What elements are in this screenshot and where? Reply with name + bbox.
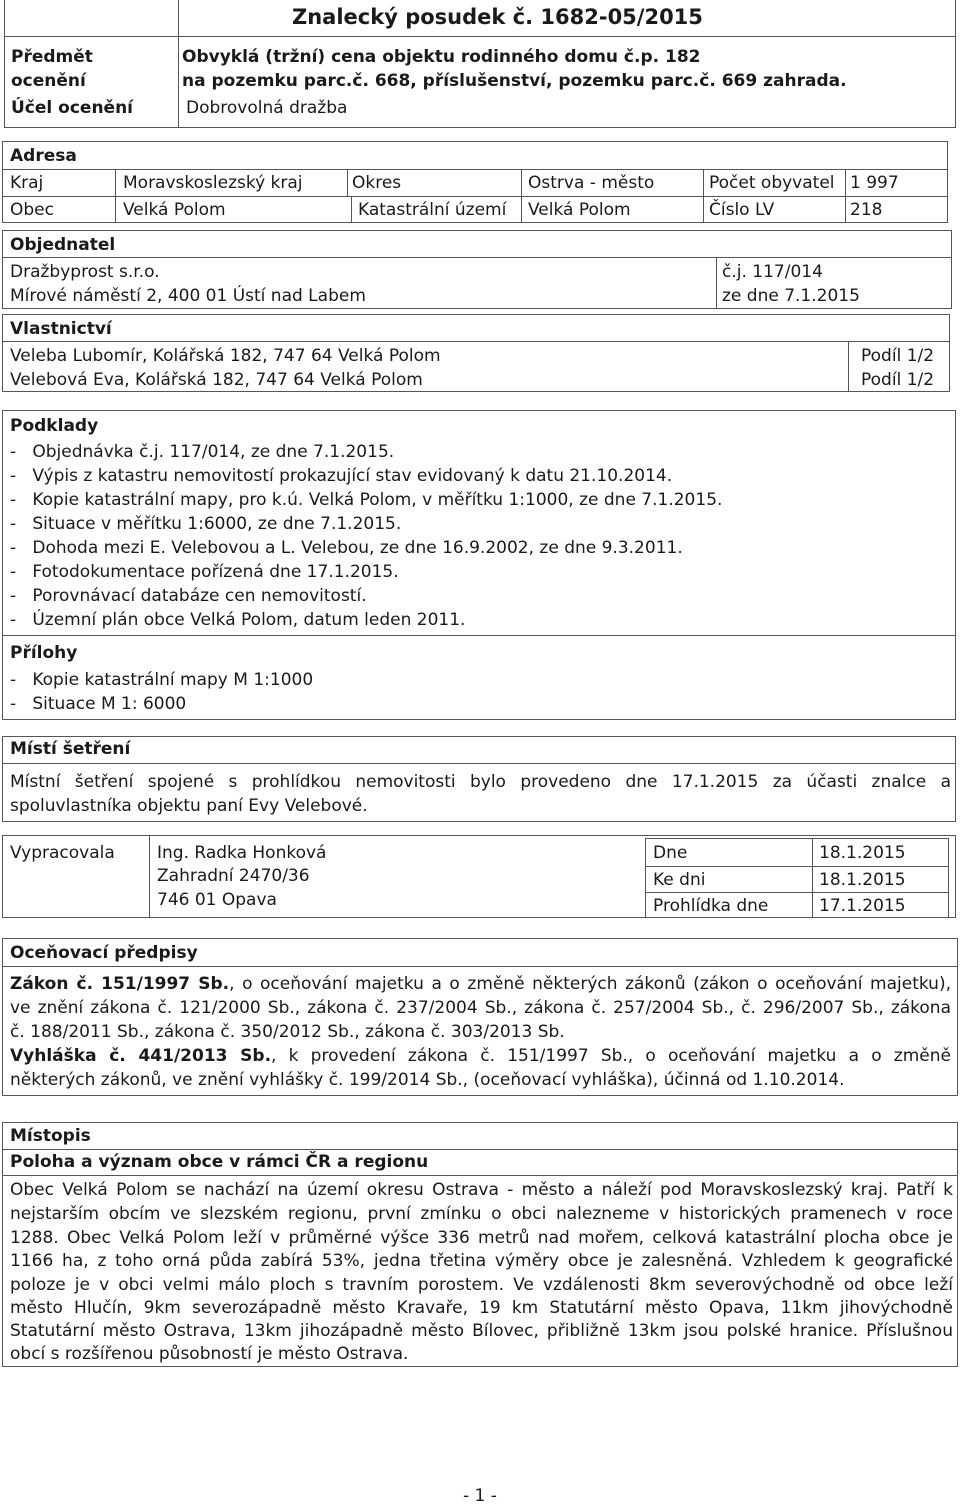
location-heading: Místopis <box>10 1126 91 1146</box>
ownership-box <box>2 314 950 392</box>
order-date: ze dne 7.1.2015 <box>722 286 860 306</box>
location-line: 1288. Obec Velká Polom leží v průměrné výšce 336 metrů nad mořem, celková katastrální plocha obce je <box>10 1228 953 1248</box>
purpose-label: Účel ocenění <box>11 98 134 118</box>
regulations-box <box>2 938 958 1096</box>
law-line-2: ve znění zákona č. 121/2000 Sb., zákona č. 237/2004 Sb., zákona č. 257/2004 Sb., č. 296/2007 Sb., zákona <box>10 998 951 1018</box>
dates-table <box>645 838 949 918</box>
source-item: - Situace v měřítku 1:6000, ze dne 7.1.2015. <box>10 514 402 534</box>
document-title: Znalecký posudek č. 1682-05/2015 <box>292 5 703 29</box>
preparer-name: Ing. Radka Honková <box>157 843 327 863</box>
pocet-label: Počet obyvatel <box>709 173 835 193</box>
source-item: - Územní plán obce Velká Polom, datum leden 2011. <box>10 610 466 630</box>
client-address: Mírové náměstí 2, 400 01 Ústí nad Labem <box>10 286 366 306</box>
inspection-heading: Místí šetření <box>10 739 131 759</box>
page-number: - 1 - <box>463 1486 497 1506</box>
location-line: Statutární město Ostrava, 13km jihozápadně město Bílovec, přibližně 13km jsou polské hranice. Příslušnou <box>10 1321 953 1341</box>
location-line: nejstarším obcím ve slezském regionu, první zmínku o obci nalezneme v historických pramenech v roce <box>10 1204 953 1224</box>
regulations-heading: Oceňovací předpisy <box>10 943 198 963</box>
source-item: - Fotodokumentace pořízená dne 17.1.2015. <box>10 562 399 582</box>
inspection-line-1: Místní šetření spojené s prohlídkou nemovitosti bylo provedeno dne 17.1.2015 za účasti znalce a <box>10 772 951 792</box>
subject-line-2: na pozemku parc.č. 668, příslušenství, pozemku parc.č. 669 zahrada. <box>182 71 847 91</box>
source-item: - Dohoda mezi E. Velebovou a L. Velebou, ze dne 16.9.2002, ze dne 9.3.2011. <box>10 538 683 558</box>
attachments-heading: Přílohy <box>10 643 78 663</box>
date-value-inspection: 17.1.2015 <box>819 896 906 916</box>
location-subheading: Poloha a význam obce v rámci ČR a regionu <box>10 1152 429 1172</box>
lv-value: 218 <box>850 200 883 220</box>
date-value-ke-dni: 18.1.2015 <box>819 870 906 890</box>
source-item: - Objednávka č.j. 117/014, ze dne 7.1.2015. <box>10 442 395 462</box>
owner-2-name: Velebová Eva, Kolářská 182, 747 64 Velká Polom <box>10 370 423 390</box>
law-line-1: Zákon č. 151/1997 Sb., o oceňování majetku a o změně některých zákonů (zákon o oceňování majetku), <box>10 974 951 994</box>
obec-value: Velká Polom <box>123 200 226 220</box>
owner-2-share: Podíl 1/2 <box>861 370 935 390</box>
decree-line-1: Vyhláška č. 441/2013 Sb., k provedení zákona č. 151/1997 Sb., o oceňování majetku a o změně <box>10 1046 951 1066</box>
kraj-label: Kraj <box>10 173 44 193</box>
address-heading: Adresa <box>10 146 77 166</box>
source-item: - Kopie katastrální mapy, pro k.ú. Velká Polom, v měřítku 1:1000, ze dne 7.1.2015. <box>10 490 723 510</box>
source-item: - Výpis z katastru nemovitostí prokazující stav evidovaný k datu 21.10.2014. <box>10 466 673 486</box>
sources-heading: Podklady <box>10 416 99 436</box>
okres-value: Ostrva - město <box>528 173 655 193</box>
location-line: město Hlučín, 9km severozápadně město Kravaře, 19 km Statutární město Opava, 11km jihovýchodně <box>10 1298 953 1318</box>
source-item: - Porovnávací databáze cen nemovitostí. <box>10 586 367 606</box>
subject-label-1: Předmět <box>11 47 93 67</box>
pocet-value: 1 997 <box>850 173 899 193</box>
inspection-box <box>2 736 956 822</box>
inspection-line-2: spoluvlastníka objektu paní Evy Velebové. <box>10 796 368 816</box>
obec-label: Obec <box>10 200 54 220</box>
ownership-heading: Vlastnictví <box>10 319 112 339</box>
client-heading: Objednatel <box>10 235 116 255</box>
location-line: obcí s rozšířenou působností je město Ostrava. <box>10 1344 409 1364</box>
subject-line-1: Obvyklá (tržní) cena objektu rodinného domu č.p. 182 <box>182 47 701 67</box>
location-line: poloze je v obci velmi málo ploch s travním porostem. Ve vzdálenosti 8km severovýchodně od obce leží <box>10 1275 953 1295</box>
owner-1-name: Veleba Lubomír, Kolářská 182, 747 64 Velká Polom <box>10 346 441 366</box>
owner-1-share: Podíl 1/2 <box>861 346 935 366</box>
preparer-street: Zahradní 2470/36 <box>157 866 310 886</box>
address-box <box>2 141 948 223</box>
order-ref: č.j. 117/014 <box>722 262 823 282</box>
date-label-inspection: Prohlídka dne <box>653 896 769 916</box>
date-label-dne: Dne <box>653 843 688 863</box>
location-box <box>2 1122 958 1367</box>
location-line: 1166 ha, z toho orná půda zabírá 53%, jedna třetina výměry obce je zalesněná. Vzhledem k geografické <box>10 1251 953 1271</box>
date-value-dne: 18.1.2015 <box>819 843 906 863</box>
attachment-item: - Kopie katastrální mapy M 1:1000 <box>10 670 314 690</box>
ku-value: Velká Polom <box>528 200 631 220</box>
law-line-3: č. 188/2011 Sb., zákona č. 350/2012 Sb., zákona č. 303/2013 Sb. <box>10 1022 565 1042</box>
header-box <box>4 0 956 128</box>
location-line: Obec Velká Polom se nachází na území okresu Ostrava - město a náleží pod Moravskoslezský kraj. Patří k <box>10 1180 953 1200</box>
date-label-ke-dni: Ke dni <box>653 870 706 890</box>
prepared-label: Vypracovala <box>10 843 115 863</box>
decree-line-2: některých zákonů, ve znění vyhlášky č. 199/2014 Sb., (oceňovací vyhláška), účinná od 1.10.2014. <box>10 1070 845 1090</box>
preparer-city: 746 01 Opava <box>157 890 277 910</box>
client-name: Dražbyprost s.r.o. <box>10 262 160 282</box>
kraj-value: Moravskoslezský kraj <box>123 173 303 193</box>
ku-label: Katastrální území <box>358 200 507 220</box>
sources-box <box>2 410 956 720</box>
subject-label-2: ocenění <box>11 71 86 91</box>
okres-label: Okres <box>352 173 402 193</box>
purpose-value: Dobrovolná dražba <box>186 98 348 118</box>
attachment-item: - Situace M 1: 6000 <box>10 694 187 714</box>
lv-label: Číslo LV <box>709 200 775 220</box>
client-box <box>2 230 952 309</box>
